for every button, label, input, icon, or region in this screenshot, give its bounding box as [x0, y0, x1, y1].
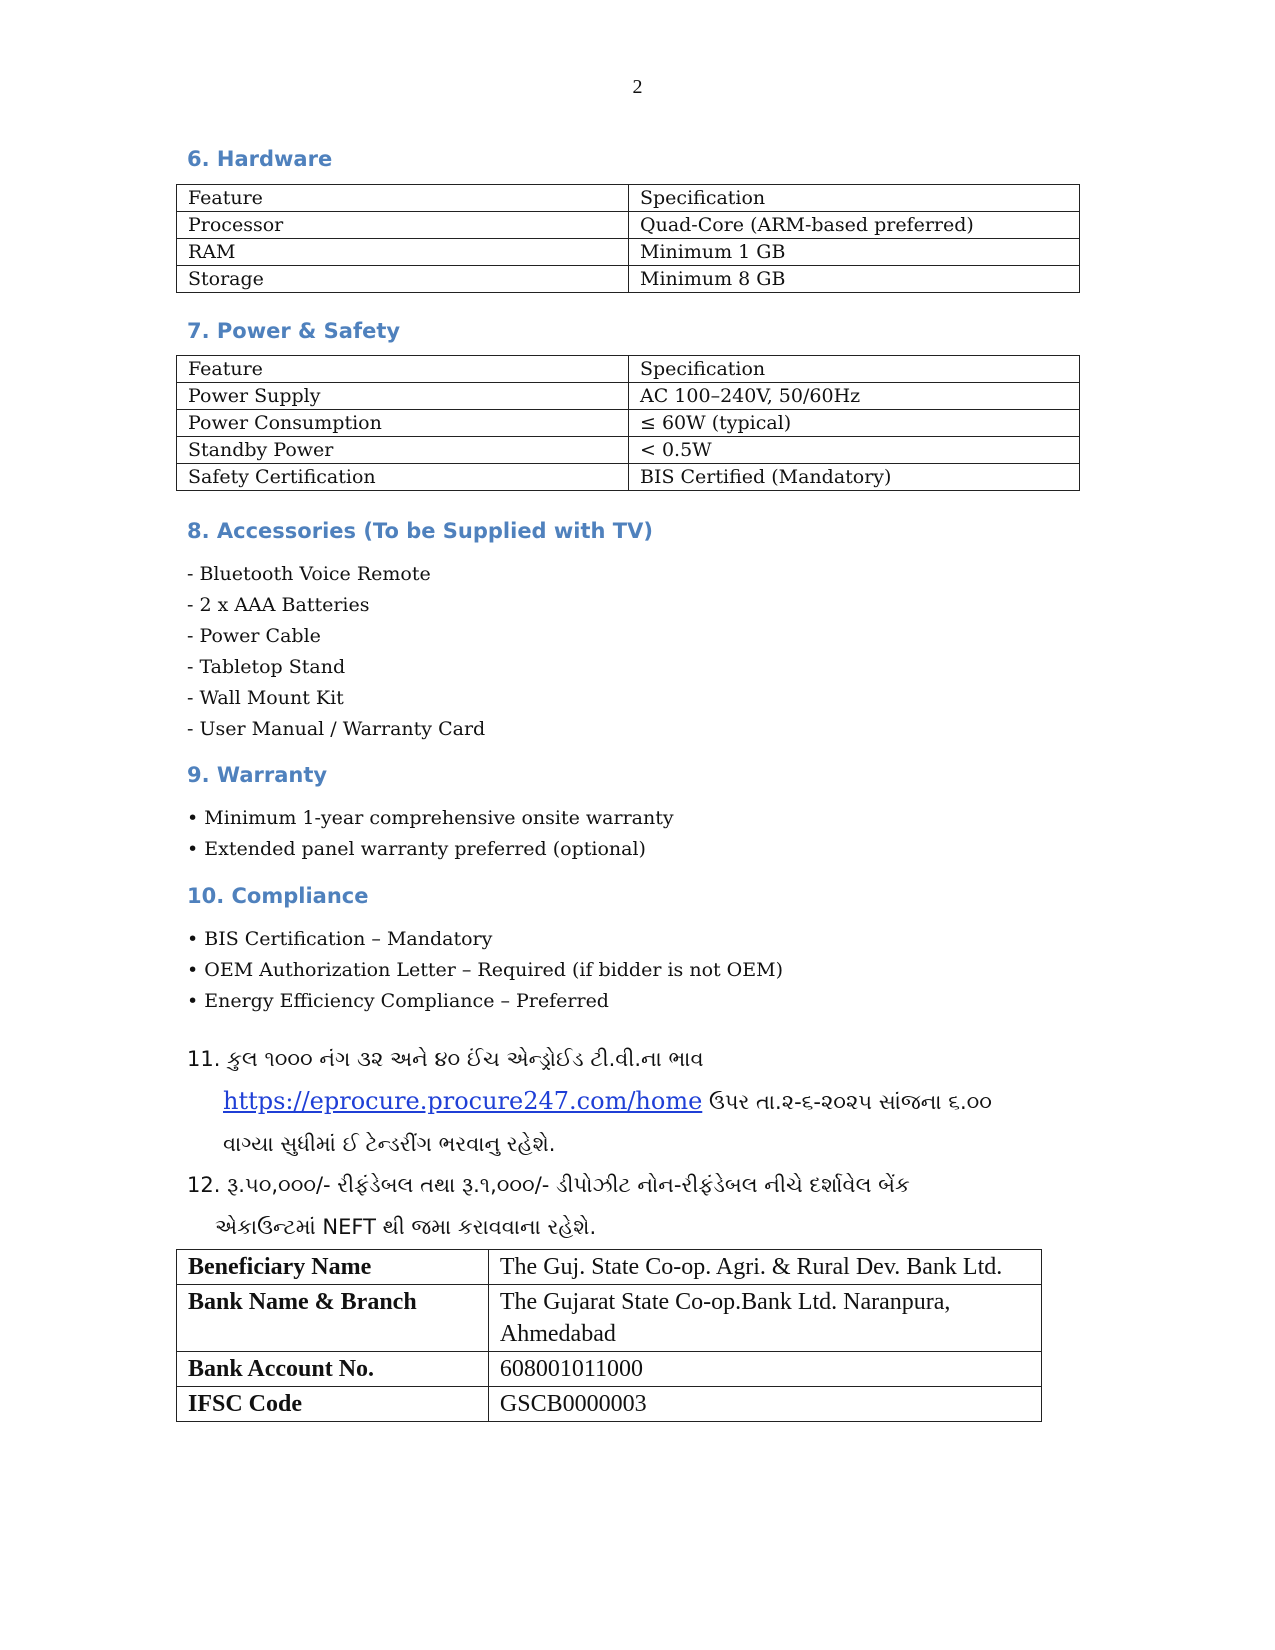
table-row — [177, 464, 1080, 491]
item-12-text-line1: રૂ.૫૦,૦૦૦/- રીફંડેબલ તથા રૂ.૧,૦૦૦/- ડીપોઝીટ નોન-રીફંડેબલ નીચે દર્શાવેલ બેંક — [227, 1173, 910, 1197]
table-cell: Minimum 8 GB — [629, 266, 1080, 293]
item-number: 12. — [187, 1173, 221, 1197]
warranty-list — [187, 803, 674, 865]
list-item: • Minimum 1-year comprehensive onsite warranty — [187, 807, 674, 829]
table-cell-key: Bank Name & Branch — [177, 1285, 489, 1352]
power-safety-table — [176, 355, 1080, 491]
list-item: - User Manual / Warranty Card — [187, 718, 486, 740]
table-row — [177, 437, 1080, 464]
section-heading-compliance: 10. Compliance — [187, 884, 369, 908]
table-row — [177, 383, 1080, 410]
list-item: - Power Cable — [187, 625, 321, 647]
table-row — [177, 1285, 1042, 1352]
table-cell: ≤ 60W (typical) — [629, 410, 1080, 437]
list-item: - 2 x AAA Batteries — [187, 594, 370, 616]
table-cell-value: The Guj. State Co-op. Agri. & Rural Dev. Bank Ltd. — [488, 1250, 1041, 1285]
table-cell-value: The Gujarat State Co-op.Bank Ltd. Naranpura, Ahmedabad — [488, 1285, 1041, 1352]
item-11-text-line1: કુલ ૧૦૦૦ નંગ ૩૨ અને ૪૦ ઈંચ એન્ડ્રોઈડ ટી.વી.ના ભાવ — [227, 1047, 704, 1071]
item-11-text-after-link: ઉપર તા.૨-૬-૨૦૨૫ સાંજના ૬.૦૦ — [702, 1090, 992, 1114]
table-row — [177, 212, 1080, 239]
section-heading-accessories: 8. Accessories (To be Supplied with TV) — [187, 519, 653, 543]
table-cell: AC 100–240V, 50/60Hz — [629, 383, 1080, 410]
table-cell: Quad-Core (ARM-based preferred) — [629, 212, 1080, 239]
table-cell: RAM — [177, 239, 629, 266]
item-11-line2 — [187, 1080, 1087, 1123]
table-row — [177, 266, 1080, 293]
list-item: • Energy Efficiency Compliance – Preferred — [187, 990, 609, 1012]
table-row — [177, 410, 1080, 437]
table-cell-key: Bank Account No. — [177, 1352, 489, 1387]
table-cell: Processor — [177, 212, 629, 239]
list-item: • Extended panel warranty preferred (optional) — [187, 838, 646, 860]
page-number: 2 — [632, 76, 643, 98]
table-cell: Feature — [177, 356, 629, 383]
table-row — [177, 1387, 1042, 1422]
table-cell: Safety Certification — [177, 464, 629, 491]
section-heading-power-safety: 7. Power & Safety — [187, 319, 401, 343]
table-cell-value: 608001011000 — [488, 1352, 1041, 1387]
table-cell: Power Supply — [177, 383, 629, 410]
accessories-list — [187, 559, 485, 745]
table-cell: Specification — [629, 356, 1080, 383]
list-item: • BIS Certification – Mandatory — [187, 928, 493, 950]
table-cell: Power Consumption — [177, 410, 629, 437]
table-cell-key: Beneficiary Name — [177, 1250, 489, 1285]
list-item: - Wall Mount Kit — [187, 687, 344, 709]
item-12-paragraph — [187, 1164, 1087, 1248]
table-cell-value: GSCB0000003 — [488, 1387, 1041, 1422]
table-row — [177, 185, 1080, 212]
table-row — [177, 239, 1080, 266]
list-item: - Bluetooth Voice Remote — [187, 563, 431, 585]
section-heading-hardware: 6. Hardware — [187, 147, 333, 171]
item-11-text-line3: વાગ્યા સુધીમાં ઈ ટેન્ડરીંગ ભરવાનુ રહેશે. — [223, 1132, 556, 1156]
item-11-paragraph — [187, 1038, 1087, 1165]
table-cell: Minimum 1 GB — [629, 239, 1080, 266]
eprocure-link[interactable]: https://eprocure.procure247.com/home — [223, 1087, 703, 1115]
item-number: 11. — [187, 1047, 221, 1071]
list-item: - Tabletop Stand — [187, 656, 346, 678]
table-cell-key: IFSC Code — [177, 1387, 489, 1422]
list-item: • OEM Authorization Letter – Required (if bidder is not OEM) — [187, 959, 783, 981]
compliance-list — [187, 924, 783, 1017]
section-heading-warranty: 9. Warranty — [187, 763, 328, 787]
table-row — [177, 1352, 1042, 1387]
table-cell: BIS Certified (Mandatory) — [629, 464, 1080, 491]
hardware-table — [176, 184, 1080, 293]
table-cell: Standby Power — [177, 437, 629, 464]
table-row — [177, 356, 1080, 383]
table-row — [177, 1250, 1042, 1285]
item-12-text-line2: એકાઉન્ટમાં NEFT થી જમા કરાવવાના રહેશે. — [215, 1215, 597, 1239]
table-cell: Specification — [629, 185, 1080, 212]
bank-details-table — [176, 1249, 1042, 1422]
table-cell: Feature — [177, 185, 629, 212]
table-cell: Storage — [177, 266, 629, 293]
table-cell: < 0.5W — [629, 437, 1080, 464]
